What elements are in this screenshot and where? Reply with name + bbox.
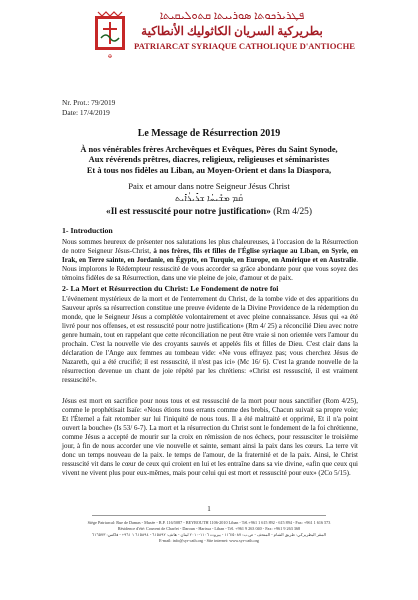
footer-arabic-line: المقر البطريركي: طريق الشام - المتحف - ص.ب: ١١٦/٥٠٨٧ - بيروت ١١٠٦-٢٠١٠ لبنان - هاتف: ٦١٥٨٩٢ - ٦١٥٨٩٤ ١ ٩٦١+ - فاكس: ٦١٦٥٧٣ <box>92 532 326 537</box>
footer-divider <box>92 515 326 516</box>
intro-text-end: . Nous implorons le Rédempteur ressuscité de vous accorder sa grâce abondante pour que vous soyez des témoins fidèles de sa Résurrection, dans une vie pleine de joie, d'amour et de paix. <box>62 256 358 282</box>
header-arabic-name: بطريركية السريان الكاثوليك الأنطاكية <box>141 24 323 38</box>
footer-contact-line: E-mail: info@syr-cath.org - Site internet: www.syr-cath.org <box>158 538 259 543</box>
patriarchal-coat-of-arms-icon <box>92 10 128 62</box>
quote-reference: (Rm 4/25) <box>270 207 312 217</box>
address-line: Aux révérends prêtres, diacres, religieux, religieuses et séminaristes <box>88 155 330 165</box>
protocol-number: Nr. Prot.: 79/2019 <box>62 98 116 107</box>
address-line: À nos vénérables frères Archevêques et Evêques, Pères du Saint Synode, <box>80 145 338 154</box>
section-heading-introduction: 1- Introduction <box>62 226 113 235</box>
quote-text: «Il est ressuscité pour notre justification» <box>106 207 271 217</box>
peace-greeting: Paix et amour dans notre Seigneur Jésus Christ <box>128 181 290 191</box>
foundation-paragraph-2: Jésus est mort en sacrifice pour nous tous et est ressuscité de la mort pour nous sanctifier (Rom 4/25), comme le prophétisait Isaïe: «Nous étions tous errants comme des brebis, Chacun suivait sa propre voie; Et l'Éternel a fait retomber sur lui l'iniquité de nous tous. Il a été maltraité et opprimé, Et il n'a point ouvert la bouche» (Is 53/ 6-7). La mort et la résurrection du Christ sont le fondement de la foi chrétienne, comme Jésus a accepté de mourir sur la croix en rémission de nos échecs, pour ressusciter le troisième jour, à fin de nous accorder une vie nouvelle et sainte, semant ainsi la paix dans les cœurs. La terre vit donc un temps nouveau de la paix. le temps de l'amour, de la fraternité et de la paix. Ainsi, le Christ ressuscité vit dans le cœur de ceux qui croient en lui et les entraîne dans sa vie divine, «afin que ceux qui vivent ne vivent plus pour eux-mêmes, mais pour celui qui est mort et ressuscité pour eux» (2Co 5/15). <box>62 397 358 477</box>
syriac-greeting: ܩܳܡ ܡܫܺܝܚܳܐ ܫܪܺܝܪܳܐܺܝܬ <box>175 193 243 203</box>
page-number: 1 <box>207 505 211 513</box>
scripture-quote <box>0 207 418 217</box>
address-block <box>40 145 378 176</box>
svg-text:✠: ✠ <box>107 54 113 60</box>
intro-bold-text: à nos frères, fils et filles de l'Église syriaque au Liban, en Syrie, en Irak, en Terre sainte, en Jordanie, en Égypte, en Turquie, en Europe, en Amérique et en Australie <box>62 247 358 264</box>
header-french-name: PATRIARCAT SYRIAQUE CATHOLIQUE D'ANTIOCHE <box>134 41 355 51</box>
message-title: Le Message de Résurrection 2019 <box>137 128 281 139</box>
intro-text: Nous sommes heureux de présenter nos salutations les plus chaleureuses, à l'occasion de la Résurrection de notre Seigneur Jésus-Christ, <box>62 238 358 255</box>
footer-address-line: Résidence d'été: Couvent de Charfet - Daroun - Harissa - Liban - Tél. +961 9 263 040 - Fax: +961 9 263 368 <box>117 526 301 531</box>
header-syriac-name: ܦܛܪܝܪܟܘܬܐ ܣܘܪܝܝܬܐ ܩܬܘܠܝܩܝܬܐ <box>159 10 305 22</box>
footer-address-line: Siège Patriarcal: Rue de Damas - Musée - B.P. 116/5087 - BEYROUTH 1106-2010 Liban - Tél.+961 1 615 892 - 615 894 - Fax: +961 1 616 573 <box>87 520 331 525</box>
letter-date: Date: 17/4/2019 <box>62 108 110 117</box>
section-heading-foundation: 2- La Mort et Résurrection du Christ: Le Fondement de notre foi <box>62 284 279 293</box>
introduction-paragraph <box>62 238 358 283</box>
address-line: Et à tous nos fidèles au Liban, au Moyen-Orient et dans la Diaspora, <box>86 165 332 175</box>
foundation-paragraph-1: L'événement mystérieux de la mort et de l'enterrement du Christ, de la tombe vide et des apparitions du Sauveur après sa résurrection constitue une preuve évidente de la Divine Providence de la rédemption du monde, que le Seigneur Jésus a complétée volontairement et avec pleine connaissance. Jésus qui «a été livré pour nos offenses, et est ressuscité pour notre justification» (Rm 4/ 25) a réconcilié Dieu avec notre genre humain, tout en rappelant que cette réconciliation ne peut être vraie si non orientée vers l'amour du prochain. C'est la nouvelle vie des croyants sauvés et appelés fils et filles de Dieu. C'est clair dans la déclaration de l'Ange aux femmes au tombeau vide: «Ne vous effrayez pas; vous cherchez Jésus de Nazareth, qui a été crucifié; il est ressuscité, il n'est pas ici» (Mc 16/ 6). C'est la grande nouvelle de la résurrection devenue un chant de joie répété par les chrétiens: «Christ est ressuscité, il est vraiment ressuscité!». <box>62 295 358 384</box>
